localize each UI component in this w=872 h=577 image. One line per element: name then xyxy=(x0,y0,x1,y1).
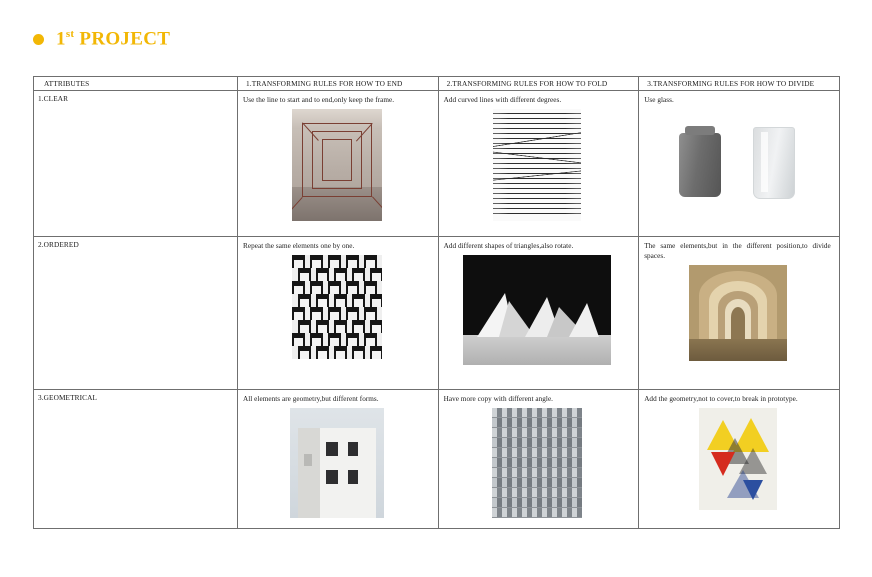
interior-frames-photo xyxy=(292,109,382,221)
cell-clear-divide xyxy=(639,90,840,236)
attribute-label-geometrical: 3.GEOMETRICAL xyxy=(38,392,98,402)
folded-metal-relief-photo xyxy=(492,408,582,518)
cell-geometrical-divide xyxy=(639,389,840,528)
white-house-photo xyxy=(290,408,384,518)
cell-ordered-fold xyxy=(438,236,639,389)
cell-description: Use the line to start and to end,only keep the frame. xyxy=(243,95,395,104)
cell-description: Use glass. xyxy=(644,95,674,104)
cell-ordered-end xyxy=(238,236,439,389)
project-matrix-table xyxy=(33,76,840,529)
jar-and-glass-photo xyxy=(643,109,833,221)
cell-ordered-divide xyxy=(639,236,840,389)
column-header-attributes-label: ATTRIBUTES xyxy=(44,79,90,88)
table-header-row xyxy=(34,77,840,91)
cell-description: The same elements,but in the different position,to divide spaces. xyxy=(644,241,831,261)
contour-lines-photo xyxy=(493,109,581,221)
triangles-poster-photo xyxy=(699,408,777,510)
table-row xyxy=(34,90,840,236)
attribute-cell-geometrical xyxy=(34,389,238,528)
folded-paper-forms-photo xyxy=(463,255,611,365)
table-row xyxy=(34,236,840,389)
column-header-end xyxy=(238,77,439,91)
table-row xyxy=(34,389,840,528)
page-title-suffix: st xyxy=(65,28,75,40)
page-title-number: 1 xyxy=(56,28,66,50)
attribute-cell-ordered xyxy=(34,236,238,389)
column-header-fold-label: 2.TRANSFORMING RULES FOR HOW TO FOLD xyxy=(446,79,608,88)
attribute-label-ordered: 2.ORDERED xyxy=(38,239,79,249)
column-header-divide-label: 3.TRANSFORMING RULES FOR HOW TO DIVIDE xyxy=(647,79,815,88)
cell-description: All elements are geometry,but different forms. xyxy=(243,394,379,403)
cell-geometrical-end xyxy=(238,389,439,528)
bullet-dot-icon xyxy=(33,34,44,45)
attribute-label-clear: 1.CLEAR xyxy=(38,93,69,103)
cell-description: Have more copy with different angle. xyxy=(443,394,554,403)
cell-clear-fold xyxy=(438,90,639,236)
column-header-divide xyxy=(639,77,840,91)
cell-geometrical-fold xyxy=(438,389,639,528)
column-header-fold xyxy=(438,77,639,91)
arched-corridor-photo xyxy=(689,265,787,361)
cell-description: Add different shapes of triangles,also rotate. xyxy=(443,241,574,250)
column-header-attributes xyxy=(34,77,238,91)
balcony-grid-photo xyxy=(292,255,382,359)
cell-description: Add curved lines with different degrees. xyxy=(443,95,562,104)
page-title xyxy=(56,28,170,50)
attribute-cell-clear xyxy=(34,90,238,236)
column-header-end-label: 1.TRANSFORMING RULES FOR HOW TO END xyxy=(246,79,403,88)
page-header xyxy=(33,28,170,50)
page-title-rest: PROJECT xyxy=(74,28,171,50)
cell-description: Add the geometry,not to cover,to break in prototype. xyxy=(644,394,798,403)
cell-clear-end xyxy=(238,90,439,236)
cell-description: Repeat the same elements one by one. xyxy=(243,241,355,250)
